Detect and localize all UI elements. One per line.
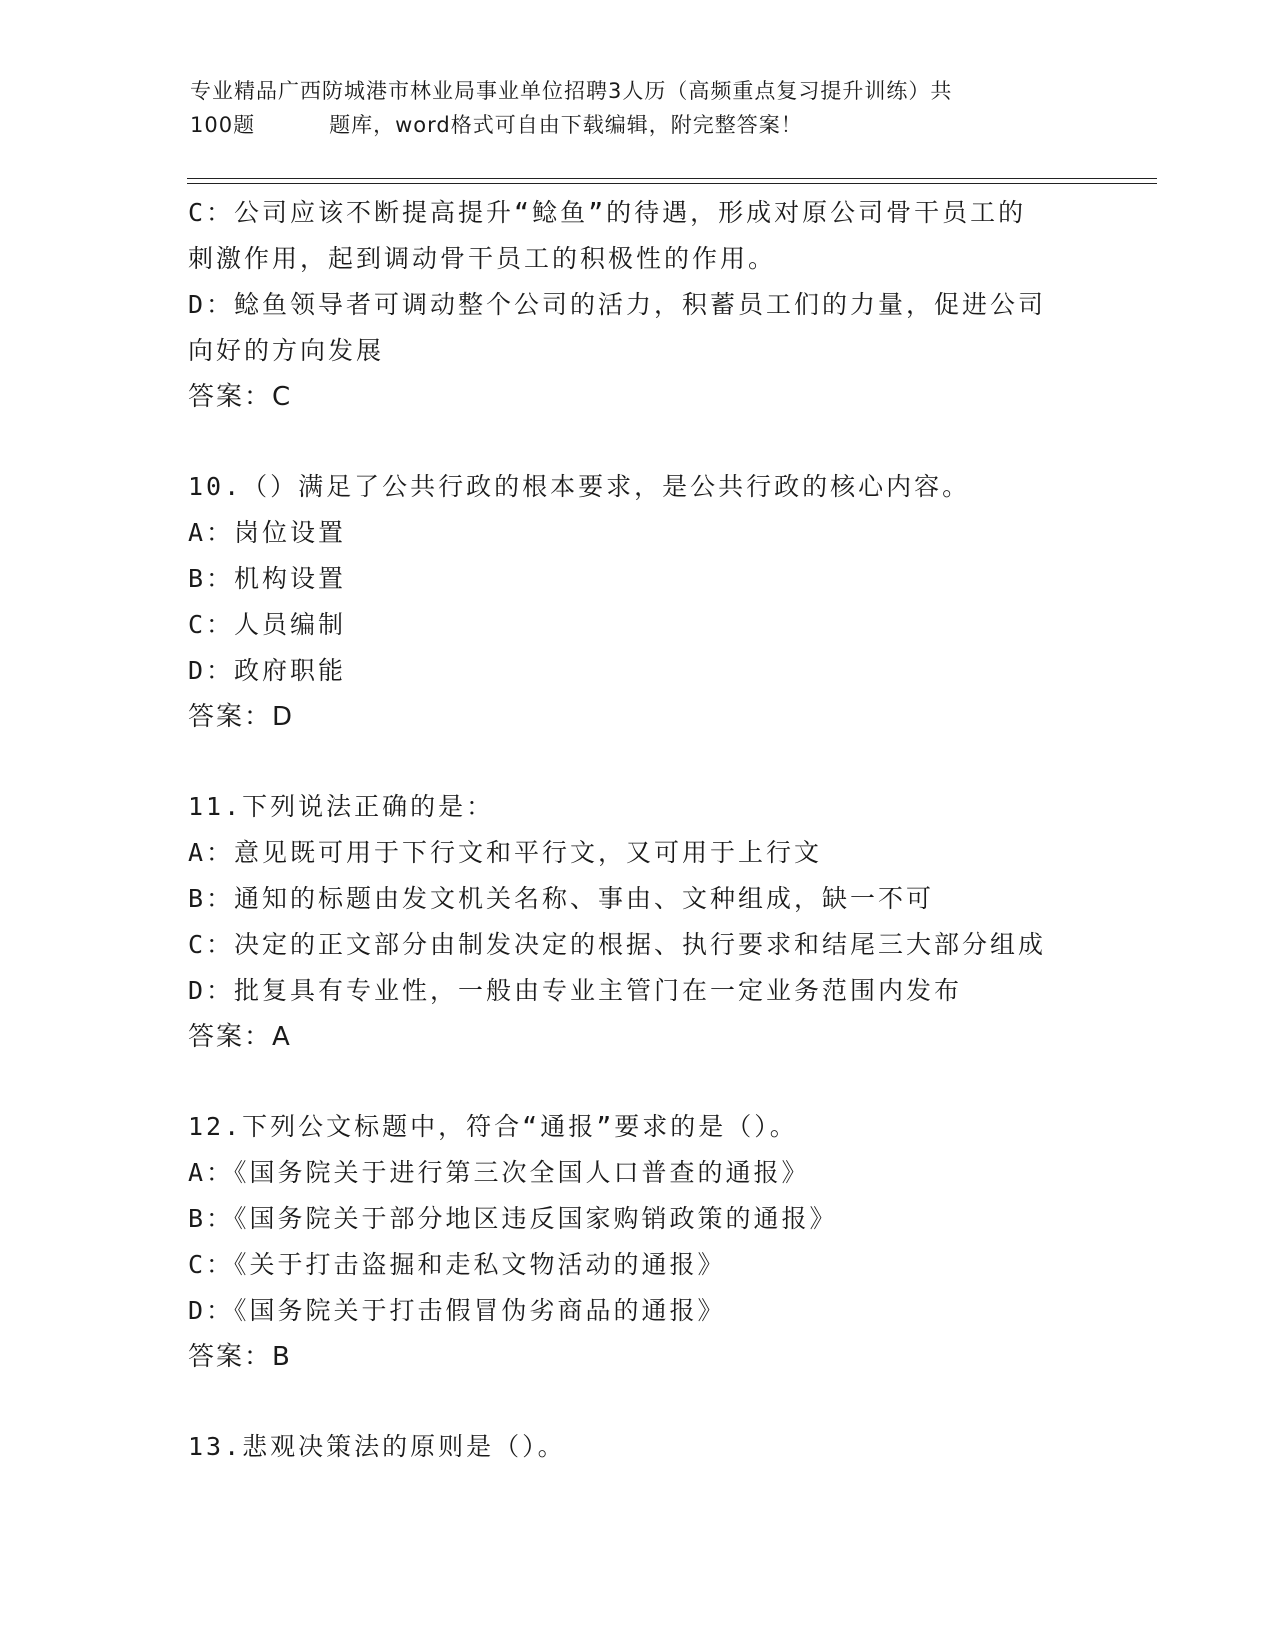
- question-stem: 12.下列公文标题中，符合“通报”要求的是（）。: [188, 1112, 798, 1141]
- option-c: C：公司应该不断提高提升“鲶鱼”的待遇，形成对原公司骨干员工的: [188, 198, 1027, 227]
- question-9-tail: [188, 190, 1088, 420]
- question-stem: 10.（）满足了公共行政的根本要求，是公共行政的核心内容。: [188, 472, 971, 501]
- option-d: D：政府职能: [188, 656, 347, 685]
- answer-label: 答案：C: [188, 382, 293, 412]
- header-title-line1: 专业精品广西防城港市林业局事业单位招聘3人历（高频重点复习提升训练）共: [190, 79, 953, 103]
- option-d-continued: 向好的方向发展: [188, 336, 385, 365]
- document-header: [190, 74, 1110, 142]
- option-b: B：通知的标题由发文机关名称、事由、文种组成，缺一不可: [188, 884, 935, 913]
- option-d: D：批复具有专业性，一般由专业主管门在一定业务范围内发布: [188, 976, 963, 1005]
- question-stem: 11.下列说法正确的是：: [188, 792, 495, 821]
- question-11: [188, 784, 1088, 1060]
- answer-label: 答案：D: [188, 702, 295, 732]
- option-b: B：机构设置: [188, 564, 347, 593]
- answer-label: 答案：B: [188, 1342, 292, 1372]
- option-a: A：《国务院关于进行第三次全国人口普查的通报》: [188, 1158, 810, 1187]
- question-stem: 13.悲观决策法的原则是（）。: [188, 1432, 566, 1461]
- header-subtitle: 题库，word格式可自由下载编辑，附完整答案！: [329, 113, 803, 137]
- answer-label: 答案：A: [188, 1022, 292, 1052]
- option-c: C：《关于打击盗掘和走私文物活动的通报》: [188, 1250, 726, 1279]
- header-title-line2: [190, 108, 1110, 142]
- option-c-continued: 刺激作用，起到调动骨干员工的积极性的作用。: [188, 244, 777, 273]
- option-c: C：人员编制: [188, 610, 347, 639]
- option-c: C：决定的正文部分由制发决定的根据、执行要求和结尾三大部分组成: [188, 930, 1047, 959]
- header-question-count: 100题: [190, 113, 256, 137]
- option-b: B：《国务院关于部分地区违反国家购销政策的通报》: [188, 1204, 838, 1233]
- question-12: [188, 1104, 1088, 1380]
- question-10: [188, 464, 1088, 740]
- question-13: [188, 1424, 1088, 1470]
- option-a: A：岗位设置: [188, 518, 347, 547]
- option-a: A：意见既可用于下行文和平行文，又可用于上行文: [188, 838, 823, 867]
- option-d: D：鲶鱼领导者可调动整个公司的活力，积蓄员工们的力量，促进公司: [188, 290, 1047, 319]
- header-divider-bottom: [187, 183, 1157, 184]
- option-d: D：《国务院关于打击假冒伪劣商品的通报》: [188, 1296, 726, 1325]
- question-list: [188, 190, 1088, 1470]
- header-divider-top: [187, 178, 1157, 179]
